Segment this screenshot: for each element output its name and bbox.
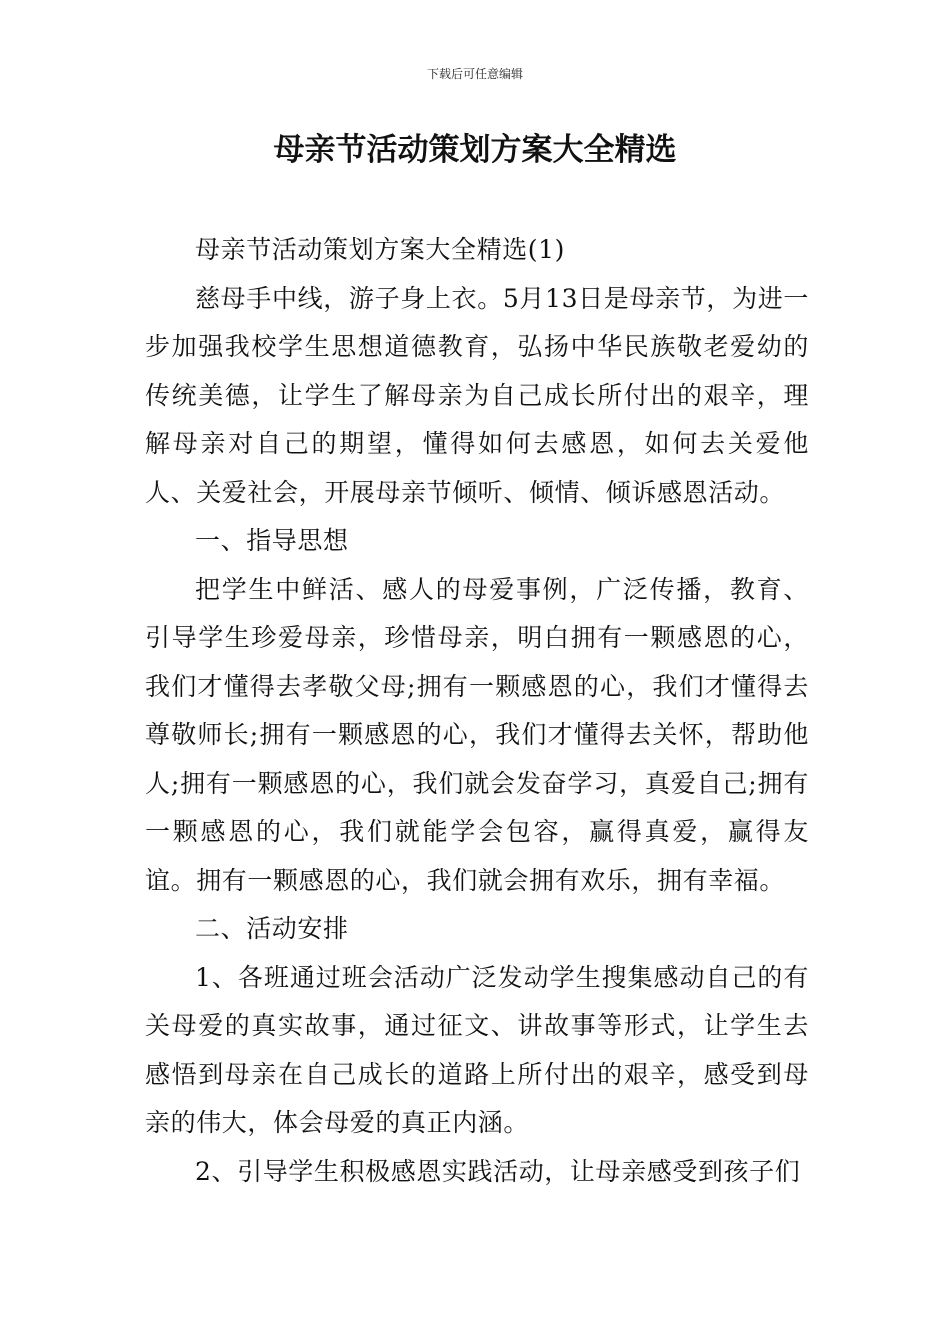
document-title: 母亲节活动策划方案大全精选 (273, 132, 677, 168)
document-body (145, 226, 809, 1196)
activity-item-2: 2、引导学生积极感恩实践活动，让母亲感受到孩子们 (195, 1156, 801, 1186)
section-heading-guiding-thought: 一、指导思想 (195, 526, 349, 555)
guiding-thought-paragraph: 把学生中鲜活、感人的母爱事例，广泛传播，教育、引导学生珍爱母亲，珍惜母亲，明白拥有一颗感恩的心，我们才懂得去孝敬父母;拥有一颗感恩的心，我们才懂得去尊敬师长;拥有一颗感恩的心，我们才懂得去关怀，帮助他人;拥有一颗感恩的心，我们就会发奋学习，真爱自己;拥有一颗感恩的心，我们就能学会包容，赢得真爱，赢得友谊。拥有一颗感恩的心，我们就会拥有欢乐，拥有幸福。 (145, 574, 809, 895)
section-heading-activity-arrangement: 二、活动安排 (195, 914, 349, 943)
subtitle-paragraph: 母亲节活动策划方案大全精选(1) (195, 235, 566, 264)
activity-item-1: 1、各班通过班会活动广泛发动学生搜集感动自己的有关母爱的真实故事，通过征文、讲故事等形式，让学生去感悟到母亲在自己成长的道路上所付出的艰辛，感受到母亲的伟大，体会母爱的真正内涵。 (145, 962, 809, 1137)
header-note: 下载后可任意编辑 (426, 67, 523, 81)
intro-paragraph: 慈母手中线，游子身上衣。5月13日是母亲节，为进一步加强我校学生思想道德教育，弘扬中华民族敬老爱幼的传统美德，让学生了解母亲为自己成长所付出的艰辛，理解母亲对自己的期望，懂得如何去感恩，如何去关爱他人、关爱社会，开展母亲节倾听、倾情、倾诉感恩活动。 (145, 283, 809, 507)
